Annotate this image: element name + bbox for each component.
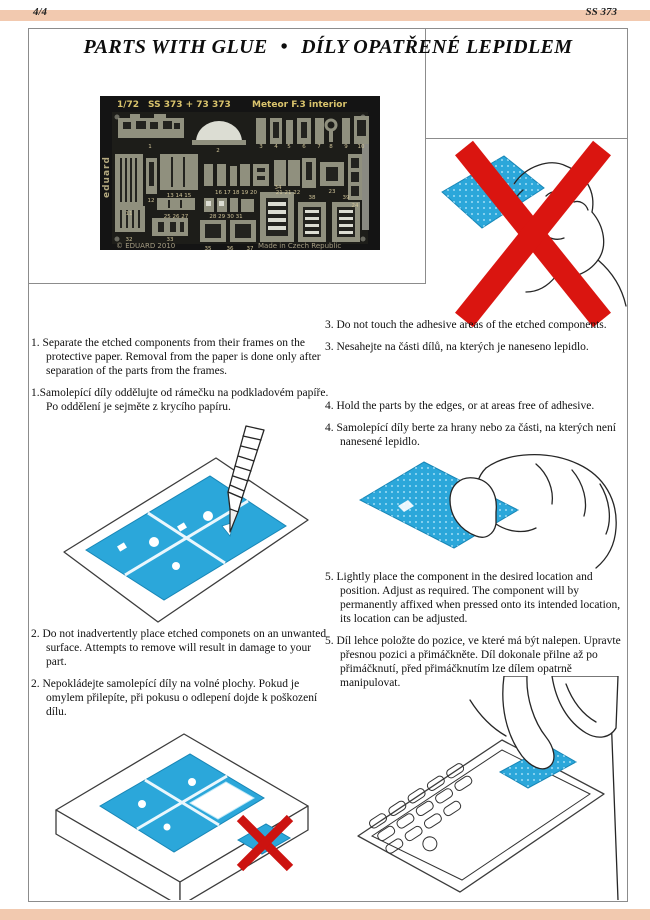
fret-part-number: 6 xyxy=(302,144,306,150)
fret-part-number: 21 21 22 xyxy=(275,190,301,196)
fret-part-number: 2 xyxy=(216,148,220,154)
fret-kit-name: Meteor F.3 interior xyxy=(252,100,347,110)
title-czech: DÍLY OPATŘENÉ LEPIDLEM xyxy=(301,36,573,58)
step4-english: 4. Hold the parts by the edges, or at areas free of adhesive. xyxy=(325,400,595,412)
title-english: PARTS WITH GLUE xyxy=(83,36,268,58)
fret-part-number: 11 xyxy=(125,211,133,217)
knife-separation-illustration xyxy=(58,424,313,624)
fret-copyright: © EDUARD 2010 xyxy=(116,242,176,250)
fret-part-number: 36 xyxy=(226,246,234,250)
step1-text-block xyxy=(31,336,333,422)
red-cross-icon xyxy=(464,148,602,320)
eduard-brand-mark: eduard xyxy=(102,156,112,198)
fret-part-number: 8 xyxy=(329,144,333,150)
fret-part-number: 12 xyxy=(147,198,155,204)
fret-made-in: Made in Czech Republic xyxy=(258,242,342,250)
fret-part-number: 5 xyxy=(287,144,291,150)
step3-czech: 3. Nesahejte na části dílů, na kterých je naneseno lepidlo. xyxy=(325,341,589,353)
fret-part-number: 25 26 27 xyxy=(163,214,189,220)
fret-part-number: 3 xyxy=(259,144,263,150)
fret-part-number: 7 xyxy=(317,144,321,150)
page-title xyxy=(28,36,628,59)
step3-text-block xyxy=(325,318,632,362)
fret-part-number: 10 xyxy=(357,144,365,150)
header-band xyxy=(0,10,650,21)
step2-czech: 2. Nepokládejte samolepící díly na volné plochy. Pokud je omylem přilepíte, při pokusu o odlepení dojde k poškození dílu. xyxy=(31,678,318,718)
step5-english: 5. Lightly place the component in the desired location and position. Adjust as required. The component will by permanently affixed when pressed onto its intended location, its location can be adjusted. xyxy=(325,571,621,625)
fret-part-number: 24 xyxy=(351,203,359,209)
step4-czech: 4. Samolepící díly berte za hrany nebo za části, na kterých není nanesené lepidlo. xyxy=(325,422,616,448)
fret-photo-graphic xyxy=(100,96,380,250)
fret-part-number: 13 14 15 xyxy=(166,193,192,199)
page-number: 4/4 xyxy=(33,6,48,18)
fret-part-number: 1 xyxy=(148,144,152,150)
fret-part-number: 23 xyxy=(328,189,336,195)
sheet-code: SS 373 xyxy=(585,6,617,18)
fret-part-number: 37 xyxy=(246,246,254,250)
fret-part-number: 39 xyxy=(342,195,350,201)
fret-part-number: 35 xyxy=(204,246,212,250)
step2-text-block xyxy=(31,627,333,727)
do-not-touch-illustration xyxy=(428,140,636,336)
fret-kit-code: SS 373 + 73 373 xyxy=(148,100,231,110)
etched-fret-photo xyxy=(100,96,380,250)
fret-part-number: 28 29 30 31 xyxy=(209,214,243,220)
hold-by-edges-illustration xyxy=(348,448,626,570)
title-bullet: • xyxy=(280,36,289,58)
fret-part-number: 4 xyxy=(274,144,278,150)
unwanted-surface-illustration xyxy=(42,722,322,900)
footer-band xyxy=(0,909,650,920)
step2-english: 2. Do not inadvertently place etched componets on an unwanted surface. Attempts to remove will result in damage to your part. xyxy=(31,628,327,668)
step5-czech: 5. Díl lehce položte do pozice, ve které má být nalepen. Upravte přesnou pozici a přimáčkněte. Díl dokonale přilne až po přimáčknutí, před přimáčknutím lze dílem opatrně manipulovat. xyxy=(325,635,621,689)
fret-part-number: 38 xyxy=(308,195,316,201)
step1-czech: 1.Samolepící díly oddělujte od rámečku na podkladovém papíře. Po oddělení je sejměte z krycího papíru. xyxy=(31,387,329,413)
hand-graphic xyxy=(450,455,616,568)
step1-english: 1. Separate the etched components from their frames on the protective paper. Removal from the paper is done only after separation of the parts from the frames. xyxy=(31,337,321,377)
fret-part-number: 32 xyxy=(125,237,133,243)
step3-english: 3. Do not touch the adhesive areas of the etched components. xyxy=(325,319,607,331)
fret-part-number: 34 xyxy=(274,185,282,191)
fret-part-number: 9 xyxy=(344,144,348,150)
press-in-place-illustration xyxy=(352,676,630,900)
fret-scale: 1/72 xyxy=(117,100,140,110)
fret-part-number: 16 17 18 19 20 xyxy=(215,190,257,196)
fret-part-number: 33 xyxy=(166,237,174,243)
